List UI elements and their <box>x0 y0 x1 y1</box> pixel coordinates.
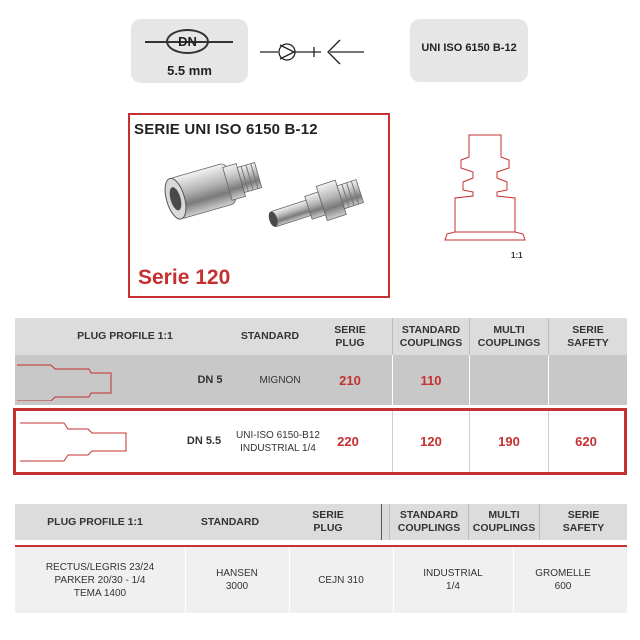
header-standard: STANDARD <box>240 330 300 342</box>
header-plug-profile: PLUG PROFILE 1:1 <box>77 330 173 342</box>
row-plug-profile: RECTUS/LEGRIS 23/24 PARKER 20/30 - 1/4 TEMA 1400 <box>45 561 155 599</box>
table-row <box>15 355 627 405</box>
coupling-photo <box>158 143 268 233</box>
table-row-highlighted <box>13 408 627 475</box>
product-box <box>128 113 390 298</box>
row-dn: DN 5 <box>197 373 223 386</box>
table1-header <box>15 318 627 355</box>
row-standard-couplings: 110 <box>420 372 442 388</box>
plug-profile-drawing <box>435 132 535 262</box>
serie-label: Serie 120 <box>138 266 231 289</box>
header-serie-safety: SERIE SAFETY <box>567 323 609 349</box>
header-multi-couplings: MULTI COUPLINGS <box>472 509 536 534</box>
header-serie-plug: SERIE PLUG <box>334 323 366 349</box>
row-serie-plug: 210 <box>339 372 361 388</box>
plug-photo <box>262 165 372 245</box>
row-serie-safety <box>549 355 627 405</box>
row-standard: HANSEN 3000 <box>216 568 258 592</box>
table-row <box>15 547 627 613</box>
dn-size: 5.5 mm <box>167 63 212 78</box>
scale-label: 1:1 <box>511 251 523 260</box>
dn-symbol: DN <box>166 29 209 54</box>
header-standard: STANDARD <box>200 515 260 528</box>
row-serie-safety: 620 <box>575 434 597 449</box>
header-serie-plug: SERIE PLUG <box>312 509 344 534</box>
row-serie-plug: CEJN 310 <box>318 574 364 586</box>
row-serie-plug: 220 <box>337 434 359 449</box>
row-standard: UNI-ISO 6150-B12 INDUSTRIAL 1/4 <box>236 429 320 454</box>
standard-badge-text: UNI ISO 6150 B-12 <box>421 42 517 54</box>
standard-badge <box>410 19 528 82</box>
dn-badge <box>131 19 248 83</box>
row-multi-couplings <box>470 355 548 405</box>
product-title: SERIE UNI ISO 6150 B-12 <box>134 121 318 138</box>
row-standard-couplings: INDUSTRIAL 1/4 <box>423 568 483 592</box>
header-standard-couplings: STANDARD COUPLINGS <box>397 509 461 534</box>
plug-profile-dn5 <box>15 361 145 401</box>
coupling-symbol-icon <box>258 32 368 72</box>
header-serie-safety: SERIE SAFETY <box>562 509 605 534</box>
row-standard-couplings: 120 <box>420 434 442 449</box>
header-plug-profile: PLUG PROFILE 1:1 <box>47 515 143 528</box>
row-serie-safety: GROMELLE 600 <box>535 568 591 592</box>
row-multi-couplings: 190 <box>498 434 520 449</box>
header-multi-couplings: MULTI COUPLINGS <box>477 323 541 349</box>
plug-profile-dn55 <box>18 419 148 465</box>
row-dn: DN 5.5 <box>186 435 222 447</box>
row-standard: MIGNON <box>259 374 301 386</box>
table2-header <box>15 504 627 540</box>
header-standard-couplings: STANDARD COUPLINGS <box>399 323 463 349</box>
